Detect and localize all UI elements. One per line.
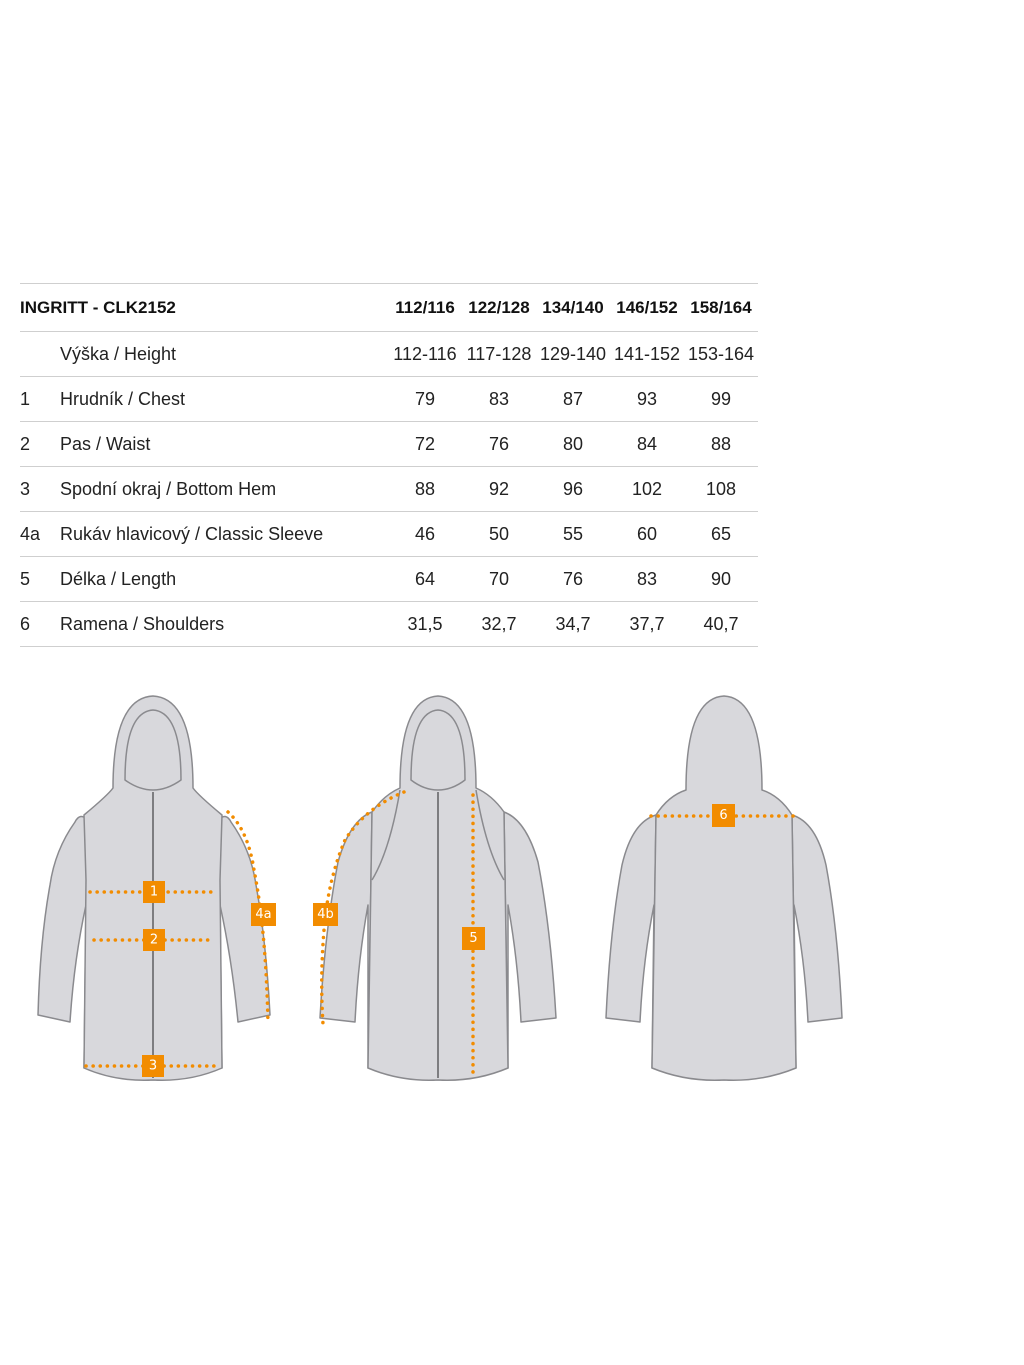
row-number: 5 xyxy=(20,557,60,602)
raglan-sleeve-badge xyxy=(313,903,338,926)
cell-value: 76 xyxy=(462,422,536,467)
row-number: 3 xyxy=(20,467,60,512)
cell-value: 46 xyxy=(388,512,462,557)
row-label: Hrudník / Chest xyxy=(60,377,388,422)
size-header: 112/116 xyxy=(388,284,462,332)
waist-badge xyxy=(143,929,165,951)
svg-text:5: 5 xyxy=(469,931,478,946)
table-header-row xyxy=(20,284,758,332)
svg-text:3: 3 xyxy=(148,1058,158,1074)
table-row-shoulders xyxy=(20,602,758,647)
row-label: Ramena / Shoulders xyxy=(60,602,388,647)
cell-value: 90 xyxy=(684,557,758,602)
svg-text:4a: 4a xyxy=(255,907,272,922)
cell-value: 96 xyxy=(536,467,610,512)
cell-value: 32,7 xyxy=(462,602,536,647)
size-chart-table xyxy=(20,283,758,647)
table-row-height xyxy=(20,332,758,377)
size-header: 122/128 xyxy=(462,284,536,332)
table-row-chest xyxy=(20,377,758,422)
cell-value: 83 xyxy=(462,377,536,422)
cell-value: 72 xyxy=(388,422,462,467)
svg-text:1: 1 xyxy=(149,884,159,900)
table-row-length xyxy=(20,557,758,602)
table-row-waist xyxy=(20,422,758,467)
cell-value: 83 xyxy=(610,557,684,602)
cell-value: 112-116 xyxy=(388,332,462,377)
cell-value: 108 xyxy=(684,467,758,512)
cell-value: 64 xyxy=(388,557,462,602)
cell-value: 129-140 xyxy=(536,332,610,377)
row-label: Rukáv hlavicový / Classic Sleeve xyxy=(60,512,388,557)
cell-value: 79 xyxy=(388,377,462,422)
row-label: Výška / Height xyxy=(60,332,388,377)
chest-badge xyxy=(143,881,165,903)
cell-value: 99 xyxy=(684,377,758,422)
row-number: 2 xyxy=(20,422,60,467)
row-number: 4a xyxy=(20,512,60,557)
cell-value: 60 xyxy=(610,512,684,557)
table-row-classic-sleeve xyxy=(20,512,758,557)
size-header: 146/152 xyxy=(610,284,684,332)
row-label: Délka / Length xyxy=(60,557,388,602)
product-title: INGRITT - CLK2152 xyxy=(20,284,388,332)
classic-sleeve-badge xyxy=(251,903,276,926)
row-label: Spodní okraj / Bottom Hem xyxy=(60,467,388,512)
measurement-diagrams xyxy=(0,680,1024,1100)
cell-value: 153-164 xyxy=(684,332,758,377)
cell-value: 80 xyxy=(536,422,610,467)
cell-value: 50 xyxy=(462,512,536,557)
cell-value: 141-152 xyxy=(610,332,684,377)
cell-value: 87 xyxy=(536,377,610,422)
cell-value: 84 xyxy=(610,422,684,467)
size-header: 134/140 xyxy=(536,284,610,332)
hem-badge xyxy=(142,1055,164,1077)
length-badge xyxy=(462,927,485,950)
cell-value: 92 xyxy=(462,467,536,512)
svg-text:2: 2 xyxy=(149,932,159,948)
cell-value: 31,5 xyxy=(388,602,462,647)
row-number xyxy=(20,332,60,377)
row-label: Pas / Waist xyxy=(60,422,388,467)
cell-value: 65 xyxy=(684,512,758,557)
cell-value: 102 xyxy=(610,467,684,512)
cell-value: 93 xyxy=(610,377,684,422)
cell-value: 40,7 xyxy=(684,602,758,647)
row-number: 6 xyxy=(20,602,60,647)
cell-value: 88 xyxy=(388,467,462,512)
svg-text:4b: 4b xyxy=(317,907,334,922)
shoulders-badge xyxy=(712,804,735,827)
cell-value: 117-128 xyxy=(462,332,536,377)
cell-value: 88 xyxy=(684,422,758,467)
back-jacket-figure xyxy=(606,696,842,1080)
row-number: 1 xyxy=(20,377,60,422)
svg-text:6: 6 xyxy=(719,808,728,823)
table-row-bottom-hem xyxy=(20,467,758,512)
cell-value: 55 xyxy=(536,512,610,557)
cell-value: 34,7 xyxy=(536,602,610,647)
cell-value: 76 xyxy=(536,557,610,602)
cell-value: 70 xyxy=(462,557,536,602)
cell-value: 37,7 xyxy=(610,602,684,647)
size-header: 158/164 xyxy=(684,284,758,332)
